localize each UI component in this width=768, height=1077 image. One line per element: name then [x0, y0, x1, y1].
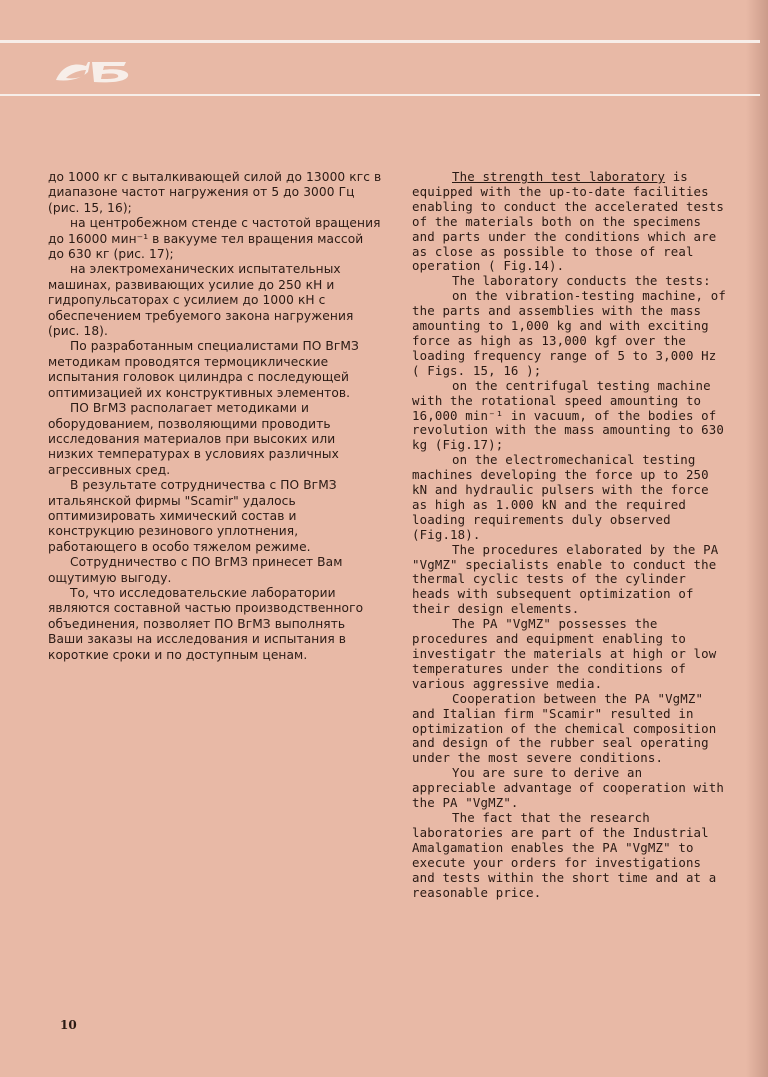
en-paragraph: The PA "VgMZ" possesses the procedures and equipment enabling to investigatr the materials at high or low temperatures under the conditions of various aggressive media.	[412, 616, 717, 691]
page-number: 10	[60, 1018, 77, 1032]
en-paragraph: The procedures elaborated by the PA "VgMZ" specialists enable to conduct the thermal cyclic tests of the cylinder heads with subsequent optimization of their design elements.	[412, 541, 719, 617]
ru-paragraph: до 1000 кг с выталкивающей силой до 13000 кгс в диапазоне частот нагружения от 5 до 3000 Гц (рис. 15, 16);	[48, 170, 382, 215]
russian-column	[48, 170, 382, 663]
ru-paragraph: По разработанным специалистами ПО ВгМЗ методикам проводятся термоциклические испытания головок цилиндра с последующей оптимизацией их конструктивных элементов.	[48, 339, 359, 400]
ru-paragraph: ПО ВгМЗ располагает методиками и оборудованием, позволяющими проводить исследования материалов при высоких или низких температурах в условиях различных агрессивных сред.	[48, 401, 339, 477]
en-intro-paragraph	[412, 170, 730, 274]
ru-paragraph: Сотрудничество с ПО ВгМЗ принесет Вам ощутимую выгоду.	[48, 555, 343, 585]
en-paragraph: Cooperation between the PA "VgMZ" and Italian firm "Scamir" resulted in optimization of the chemical composition and design of the rubber seal operating under the most severe conditions.	[412, 690, 717, 766]
en-paragraph: on the centrifugal testing machine with the rotational speed amounting to 16,000 min⁻¹ in vacuum, of the bodies of revolution with the mass amounting to 630 kg (Fig.17);	[412, 377, 725, 453]
header-rule-top	[0, 40, 760, 43]
page-edge-shadow	[746, 0, 768, 1077]
en-paragraph: on the electromechanical testing machines developing the force up to 250 kN and hydraulic pulsers with the force as high as 1.000 kN and the required loading requirements duly observed (Fig.18).	[412, 452, 709, 542]
en-paragraph: The fact that the research laboratories are part of the Industrial Amalgamation enables the PA "VgMZ" to execute your orders for investigations and tests within the short time and at a reasonable price.	[412, 809, 717, 900]
en-intro-text: is equipped with the up-to-date facilities enabling to conduct the accelerated tests of the materials both on the specimens and parts under the conditions which are as close as possible to those of real operation ( Fig.14).	[412, 169, 725, 274]
ru-paragraph: на электромеханических испытательных машинах, развивающих усилие до 250 кН и гидропульсаторах с усилием до 1000 кН с обеспечением требуемого закона нагружения (рис. 18).	[48, 262, 354, 339]
english-column	[412, 170, 730, 900]
ru-paragraph: на центробежном стенде с частотой вращения до 16000 мин⁻¹ в вакууме тел вращения массой до 630 кг (рис. 17);	[48, 216, 381, 262]
header-rule-bottom	[0, 94, 760, 96]
ru-paragraph: То, что исследовательские лаборатории являются составной частью производственного объединения, позволяет ПО ВгМЗ выполнять Ваши заказы на исследования и испытания в короткие сроки и по доступным ценам.	[48, 585, 364, 662]
en-paragraph: on the vibration-testing machine, of the parts and assemblies with the mass amounting to 1,000 kg and with exciting force as high as 13,000 kgf over the loading frequency range of 5 to 3,000 Hz ( Figs. 15, 16 );	[412, 288, 726, 378]
en-paragraph: The laboratory conducts the tests:	[452, 273, 711, 289]
company-logo-icon	[52, 58, 134, 86]
en-intro-heading: The strength test laboratory	[452, 169, 666, 184]
ru-paragraph: В результате сотрудничества с ПО ВгМЗ итальянской фирмы "Scamir" удалось оптимизировать химический состав и конструкцию резинового уплотнения, работающего в особо тяжелом режиме.	[48, 478, 337, 554]
en-paragraph: You are sure to derive an appreciable advantage of cooperation with the PA "VgMZ".	[412, 765, 725, 811]
